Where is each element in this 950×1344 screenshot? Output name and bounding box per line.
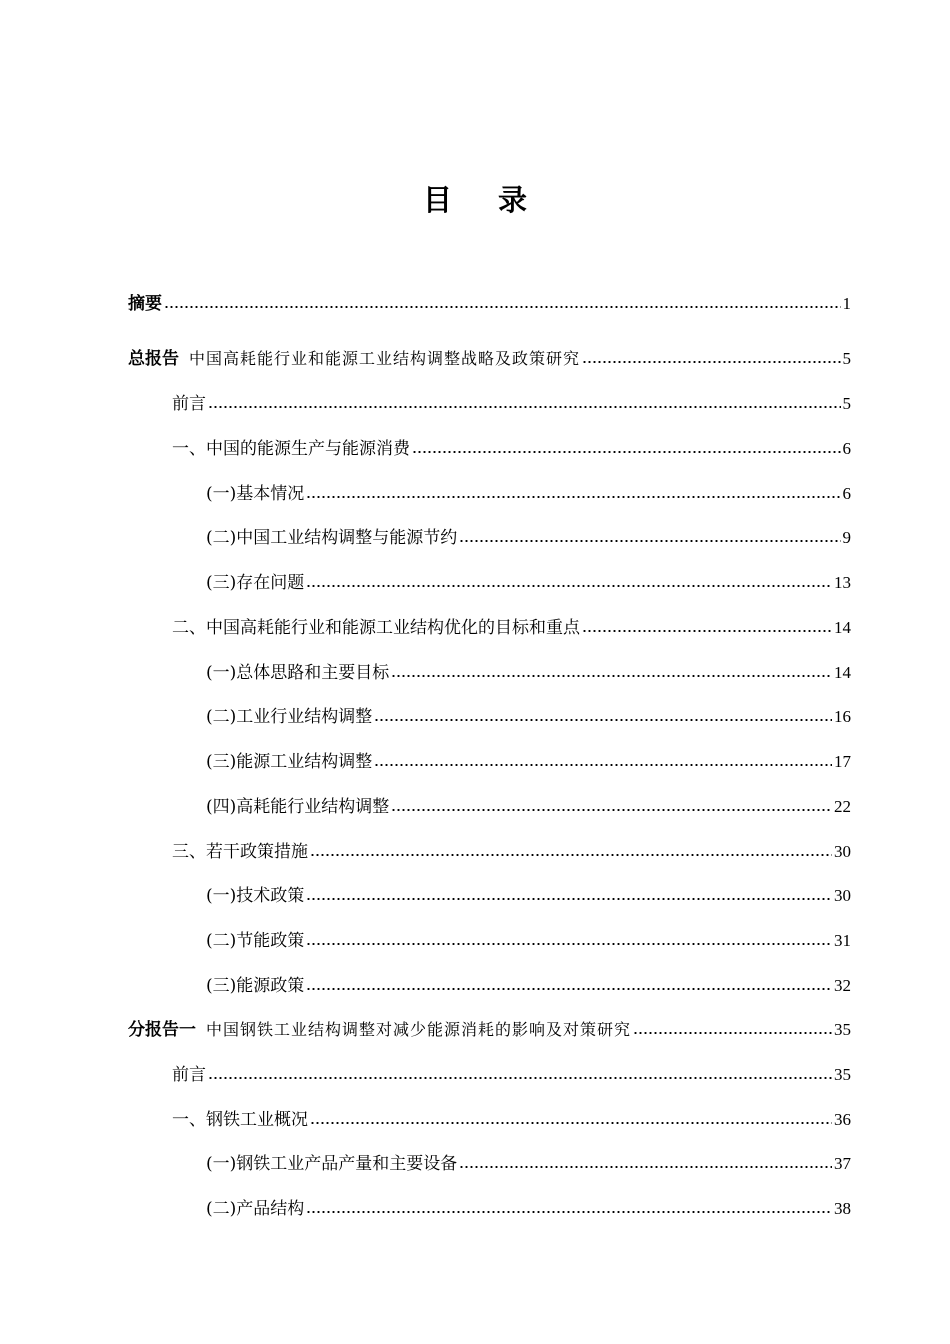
dot-leader <box>633 1031 832 1035</box>
toc-entry-label: (二)产品结构 <box>206 1199 305 1219</box>
dot-leader <box>164 305 841 309</box>
toc-entry-abstract[interactable] <box>128 285 851 315</box>
toc-entry-heading: 总报告 <box>128 349 179 369</box>
toc-entry[interactable] <box>172 833 851 863</box>
page-number: 6 <box>842 484 851 503</box>
dot-leader <box>306 1210 832 1214</box>
page-number: 35 <box>834 1065 851 1084</box>
toc-entry[interactable] <box>206 922 851 952</box>
dot-leader <box>391 674 832 678</box>
page-number: 31 <box>834 931 851 950</box>
toc-entry[interactable] <box>206 564 851 594</box>
page-number: 16 <box>834 707 851 726</box>
toc-entry[interactable] <box>206 788 851 818</box>
page-number: 5 <box>842 349 851 368</box>
toc-entry-label: (一)技术政策 <box>206 886 305 906</box>
toc-entry[interactable] <box>206 1145 851 1175</box>
toc-entry-sub-report-1[interactable] <box>128 1011 851 1041</box>
page-number: 30 <box>834 842 851 861</box>
dot-leader <box>459 539 840 543</box>
toc-entry-label: 中国钢铁工业结构调整对减少能源消耗的影响及对策研究 <box>206 1020 632 1039</box>
page-number: 17 <box>834 752 851 771</box>
page-number: 38 <box>834 1199 851 1218</box>
toc-entry-label: (二)工业行业结构调整 <box>206 707 373 727</box>
toc-entry-label: 前言 <box>172 394 206 414</box>
dot-leader <box>582 360 840 364</box>
page-number: 30 <box>834 886 851 905</box>
toc-entry-label: (四)高耗能行业结构调整 <box>206 797 390 817</box>
page-number: 14 <box>834 663 851 682</box>
page-number: 36 <box>834 1110 851 1129</box>
toc-entry[interactable] <box>206 475 851 505</box>
toc-entry-label: (三)存在问题 <box>206 573 305 593</box>
dot-leader <box>306 987 832 991</box>
page-number: 14 <box>834 618 851 637</box>
toc-entry-label: 一、中国的能源生产与能源消费 <box>172 439 410 459</box>
dot-leader <box>310 853 832 857</box>
dot-leader <box>374 718 832 722</box>
toc-entry-label: (三)能源工业结构调整 <box>206 752 373 772</box>
page-number: 1 <box>842 294 851 313</box>
page-number: 9 <box>842 528 851 547</box>
toc-entry-heading: 分报告一 <box>128 1020 196 1040</box>
dot-leader <box>459 1165 832 1169</box>
toc-entry-label: 三、若干政策措施 <box>172 842 308 862</box>
toc-entry-label: (一)总体思路和主要目标 <box>206 663 390 683</box>
page-number: 35 <box>834 1020 851 1039</box>
page-number: 6 <box>842 439 851 458</box>
page-number: 5 <box>842 394 851 413</box>
page-number: 22 <box>834 797 851 816</box>
toc-entry[interactable] <box>206 743 851 773</box>
toc-entry[interactable] <box>206 519 851 549</box>
toc-entry-heading: 摘要 <box>128 294 162 314</box>
dot-leader <box>412 450 841 454</box>
toc-entry-general-report[interactable] <box>128 340 851 370</box>
toc-entry-label: (二)节能政策 <box>206 931 305 951</box>
title-char-1: 目 <box>422 183 452 217</box>
dot-leader <box>310 1121 832 1125</box>
page-number: 37 <box>834 1154 851 1173</box>
dot-leader <box>208 1076 832 1080</box>
toc-entry-label: 二、中国高耗能行业和能源工业结构优化的目标和重点 <box>172 618 580 638</box>
toc-entry[interactable] <box>172 609 851 639</box>
toc-entry-label: (一)基本情况 <box>206 484 305 504</box>
title-char-2: 录 <box>498 183 528 217</box>
toc-entry[interactable] <box>172 1101 851 1131</box>
dot-leader <box>306 897 832 901</box>
toc-entry[interactable] <box>172 1056 851 1086</box>
dot-leader <box>374 763 832 767</box>
toc-entry-label: (二)中国工业结构调整与能源节约 <box>206 528 458 548</box>
dot-leader <box>391 808 832 812</box>
toc-entry[interactable] <box>206 698 851 728</box>
toc-entry-label: (三)能源政策 <box>206 976 305 996</box>
toc-entry-label: (一)钢铁工业产品产量和主要设备 <box>206 1154 458 1174</box>
dot-leader <box>306 942 832 946</box>
toc-entry[interactable] <box>172 430 851 460</box>
toc-entry[interactable] <box>172 385 851 415</box>
page-number: 13 <box>834 573 851 592</box>
dot-leader <box>306 495 840 499</box>
page-title <box>0 178 950 219</box>
dot-leader <box>582 629 832 633</box>
page-number: 32 <box>834 976 851 995</box>
toc-entry[interactable] <box>206 877 851 907</box>
toc-entry-label: 中国高耗能行业和能源工业结构调整战略及政策研究 <box>189 349 581 368</box>
toc-entry[interactable] <box>206 967 851 997</box>
toc-entry[interactable] <box>206 1190 851 1220</box>
toc-entry-label: 一、钢铁工业概况 <box>172 1110 308 1130</box>
toc-entry-label: 前言 <box>172 1065 206 1085</box>
dot-leader <box>208 405 841 409</box>
dot-leader <box>306 584 832 588</box>
toc-entry[interactable] <box>206 654 851 684</box>
